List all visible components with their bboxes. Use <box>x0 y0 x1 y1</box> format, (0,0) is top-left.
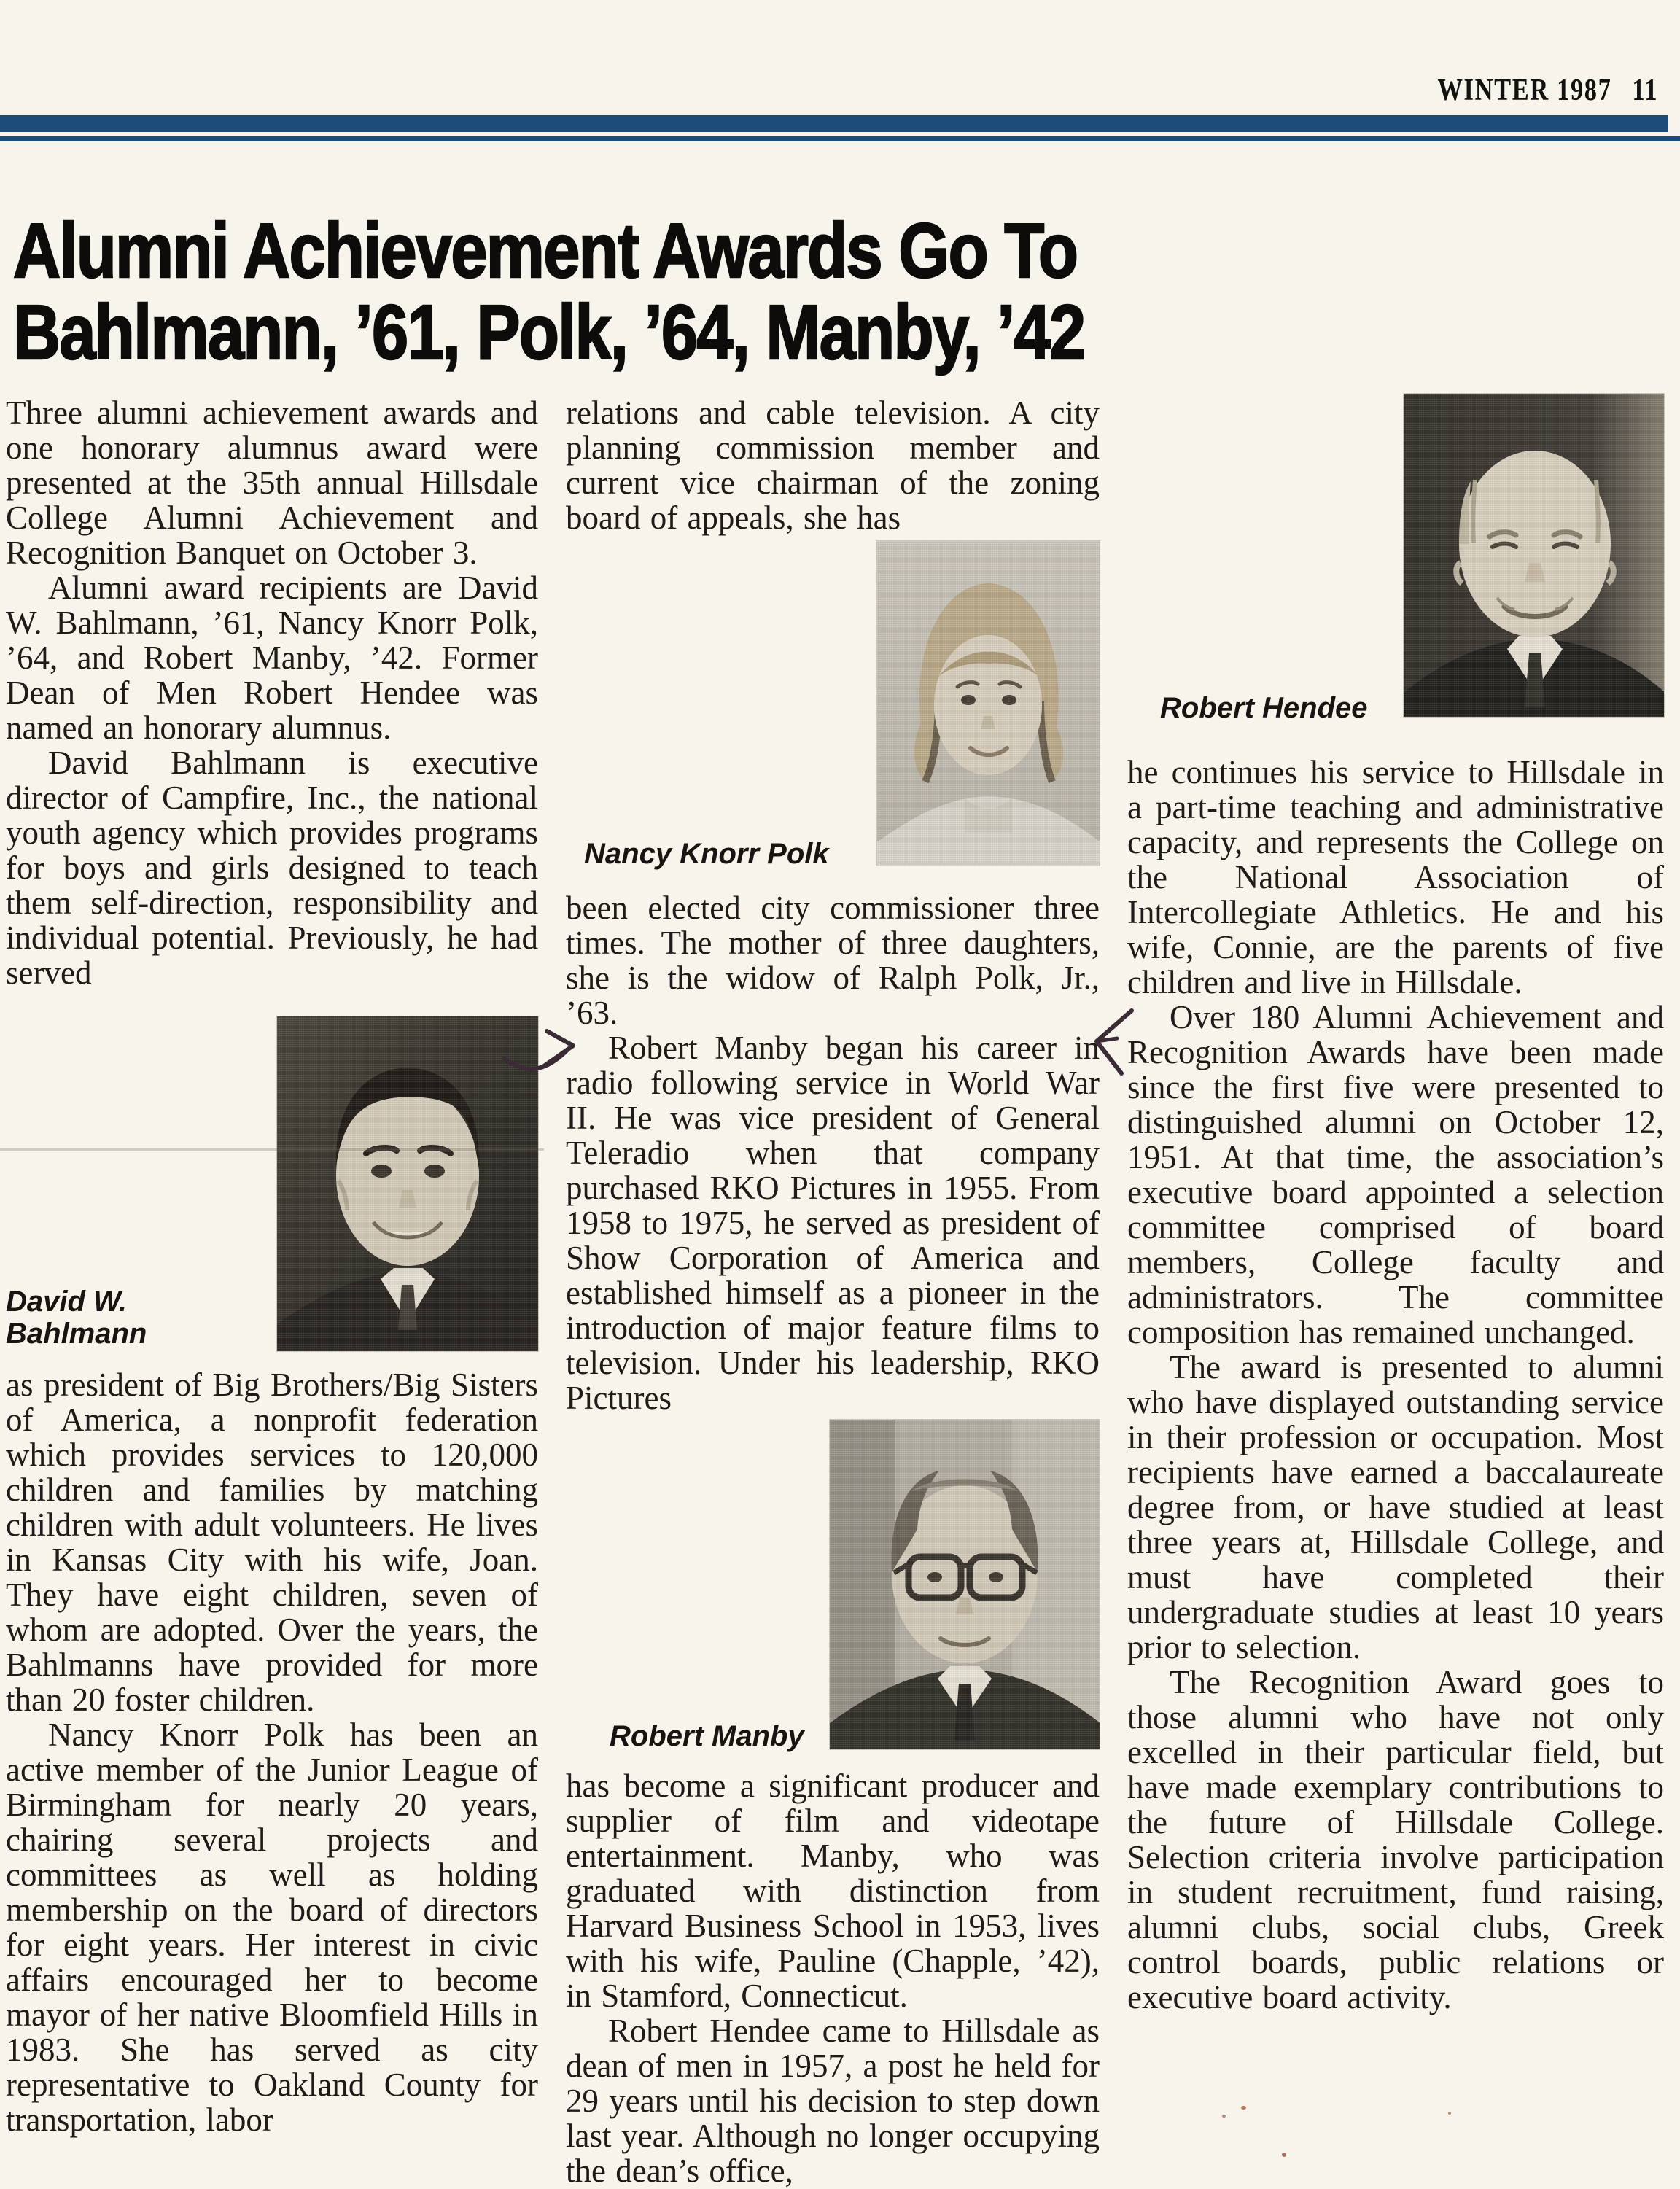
portrait-photo-robert-hendee <box>1404 394 1664 717</box>
paragraph: Over 180 Alumni Achievement and Recognition Awards have been made since the first five were presented to distinguished alumni on October 12, 1951. At that time, the association’s executive board appointed a selection committee comprised of board members, College faculty and administrators. The committee composition has remained unchanged. <box>1127 999 1664 1350</box>
paragraph: Three alumni achievement awards and one honorary alumnus award were presented at the 35th annual Hillsdale College Alumni Achievement and Recognition Banquet on October 3. <box>6 394 538 571</box>
page-number: 11 <box>1632 74 1658 107</box>
top-rule-thin <box>0 136 1680 141</box>
paragraph: Nancy Knorr Polk has been an active member of the Junior League of Birmingham for nearly 20 years, chairing several projects and committees as well as holding membership on the board of directors for eight years. Her interest in civic affairs encouraged her to become mayor of her native Bloomfield Hills in 1983. She has served as city representative to Oakland County for transportation, labor <box>6 1716 538 2138</box>
scan-crease-line <box>0 1148 544 1151</box>
photo-row-polk <box>566 541 1100 870</box>
paragraph: Robert Hendee came to Hillsdale as dean of men in 1957, a post he held for 29 years until his decision to step down last year. Although no longer occupying the dean’s office, <box>566 2013 1100 2189</box>
paragraph: relations and cable television. A city planning commission member and current vice chairman of the zoning board of appeals, she has <box>566 394 1100 536</box>
photo-caption-bahlmann: David W. Bahlmann <box>6 1286 147 1350</box>
portrait-photo-robert-manby <box>830 1420 1100 1749</box>
photo-row-bahlmann <box>6 1016 538 1351</box>
scan-speck <box>1222 2115 1226 2118</box>
paragraph: has become a significant producer and supplier of film and videotape entertainment. Manby, who was graduated with distinction from Harvard Business School in 1953, lives with his wife, Pauline (Chapple, ’42), in Stamford, Connecticut. <box>566 1768 1100 2014</box>
photo-caption-polk: Nancy Knorr Polk <box>584 838 829 870</box>
paragraph: Alumni award recipients are David W. Bahlmann, ’61, Nancy Knorr Polk, ’64, and Robert Manby, ’42. Former Dean of Men Robert Hendee was named an honorary alumnus. <box>6 569 538 746</box>
photo-row-manby <box>566 1420 1100 1752</box>
scan-speck <box>1448 2112 1451 2115</box>
portrait-illustration <box>1404 394 1664 717</box>
paragraph: as president of Big Brothers/Big Sisters of America, a nonprofit federation which provides services to 120,000 children and families by matching children with adult volunteers. He lives in Kansas City with his wife, Joan. They have eight children, seven of whom are adopted. Over the years, the Bahlmanns have provided for more than 20 foster children. <box>6 1366 538 1718</box>
portrait-illustration <box>830 1420 1100 1749</box>
paragraph: The award is presented to alumni who have displayed outstanding service in their profession or occupation. Most recipients have earned a baccalaureate degree from, or have studied at least three years at, Hillsdale College, and must have completed their undergraduate studies at least 10 years prior to selection. <box>1127 1349 1664 1665</box>
column-2 <box>566 395 1100 2188</box>
masthead <box>1437 73 1658 108</box>
portrait-photo-nancy-knorr-polk <box>877 541 1100 866</box>
top-rule-thick <box>0 115 1668 132</box>
photo-caption-manby: Robert Manby <box>610 1720 804 1752</box>
column-1 <box>6 395 538 2137</box>
paragraph: he continues his service to Hillsdale in a part-time teaching and administrative capacity, and represents the College on the National Association of Intercollegiate Athletics. He and his wife, Connie, are the parents of five children and live in Hillsdale. <box>1127 754 1664 1000</box>
portrait-photo-david-bahlmann <box>277 1016 538 1351</box>
photo-row-hendee <box>1127 394 1664 724</box>
photo-caption-hendee: Robert Hendee <box>1160 692 1368 724</box>
paragraph: David Bahlmann is executive director of Campfire, Inc., the national youth agency which provides programs for boys and girls designed to teach them self-direction, responsibility and individual potential. Previously, he had served <box>6 744 538 991</box>
portrait-illustration <box>877 541 1100 866</box>
scan-speck <box>1241 2106 1246 2110</box>
paragraph: Robert Manby began his career in radio following service in World War II. He was vice president of General Teleradio when that company purchased RKO Pictures in 1955. From 1958 to 1975, he served as president of Show Corporation of America and established himself as a pioneer in the introduction of major feature films to television. Under his leadership, RKO Pictures <box>566 1030 1100 1416</box>
column-3 <box>1127 395 1664 2015</box>
paragraph: been elected city commissioner three times. The mother of three daughters, she is the widow of Ralph Polk, Jr., ’63. <box>566 890 1100 1031</box>
paragraph: The Recognition Award goes to those alumni who have not only excelled in their particular field, but have made exemplary contributions to the future of Hillsdale College. Selection criteria involve participation in student recruitment, fund raising, alumni clubs, social clubs, Greek control boards, public relations or executive board activity. <box>1127 1664 1664 2015</box>
scan-speck <box>1282 2153 1286 2157</box>
headline-line-1: Alumni Achievement Awards Go To <box>13 208 1078 294</box>
article-headline <box>13 208 1617 376</box>
issue-label: WINTER 1987 <box>1437 74 1612 107</box>
headline-line-2: Bahlmann, ’61, Polk, ’64, Manby, ’42 <box>13 289 1085 376</box>
portrait-illustration <box>277 1016 538 1351</box>
